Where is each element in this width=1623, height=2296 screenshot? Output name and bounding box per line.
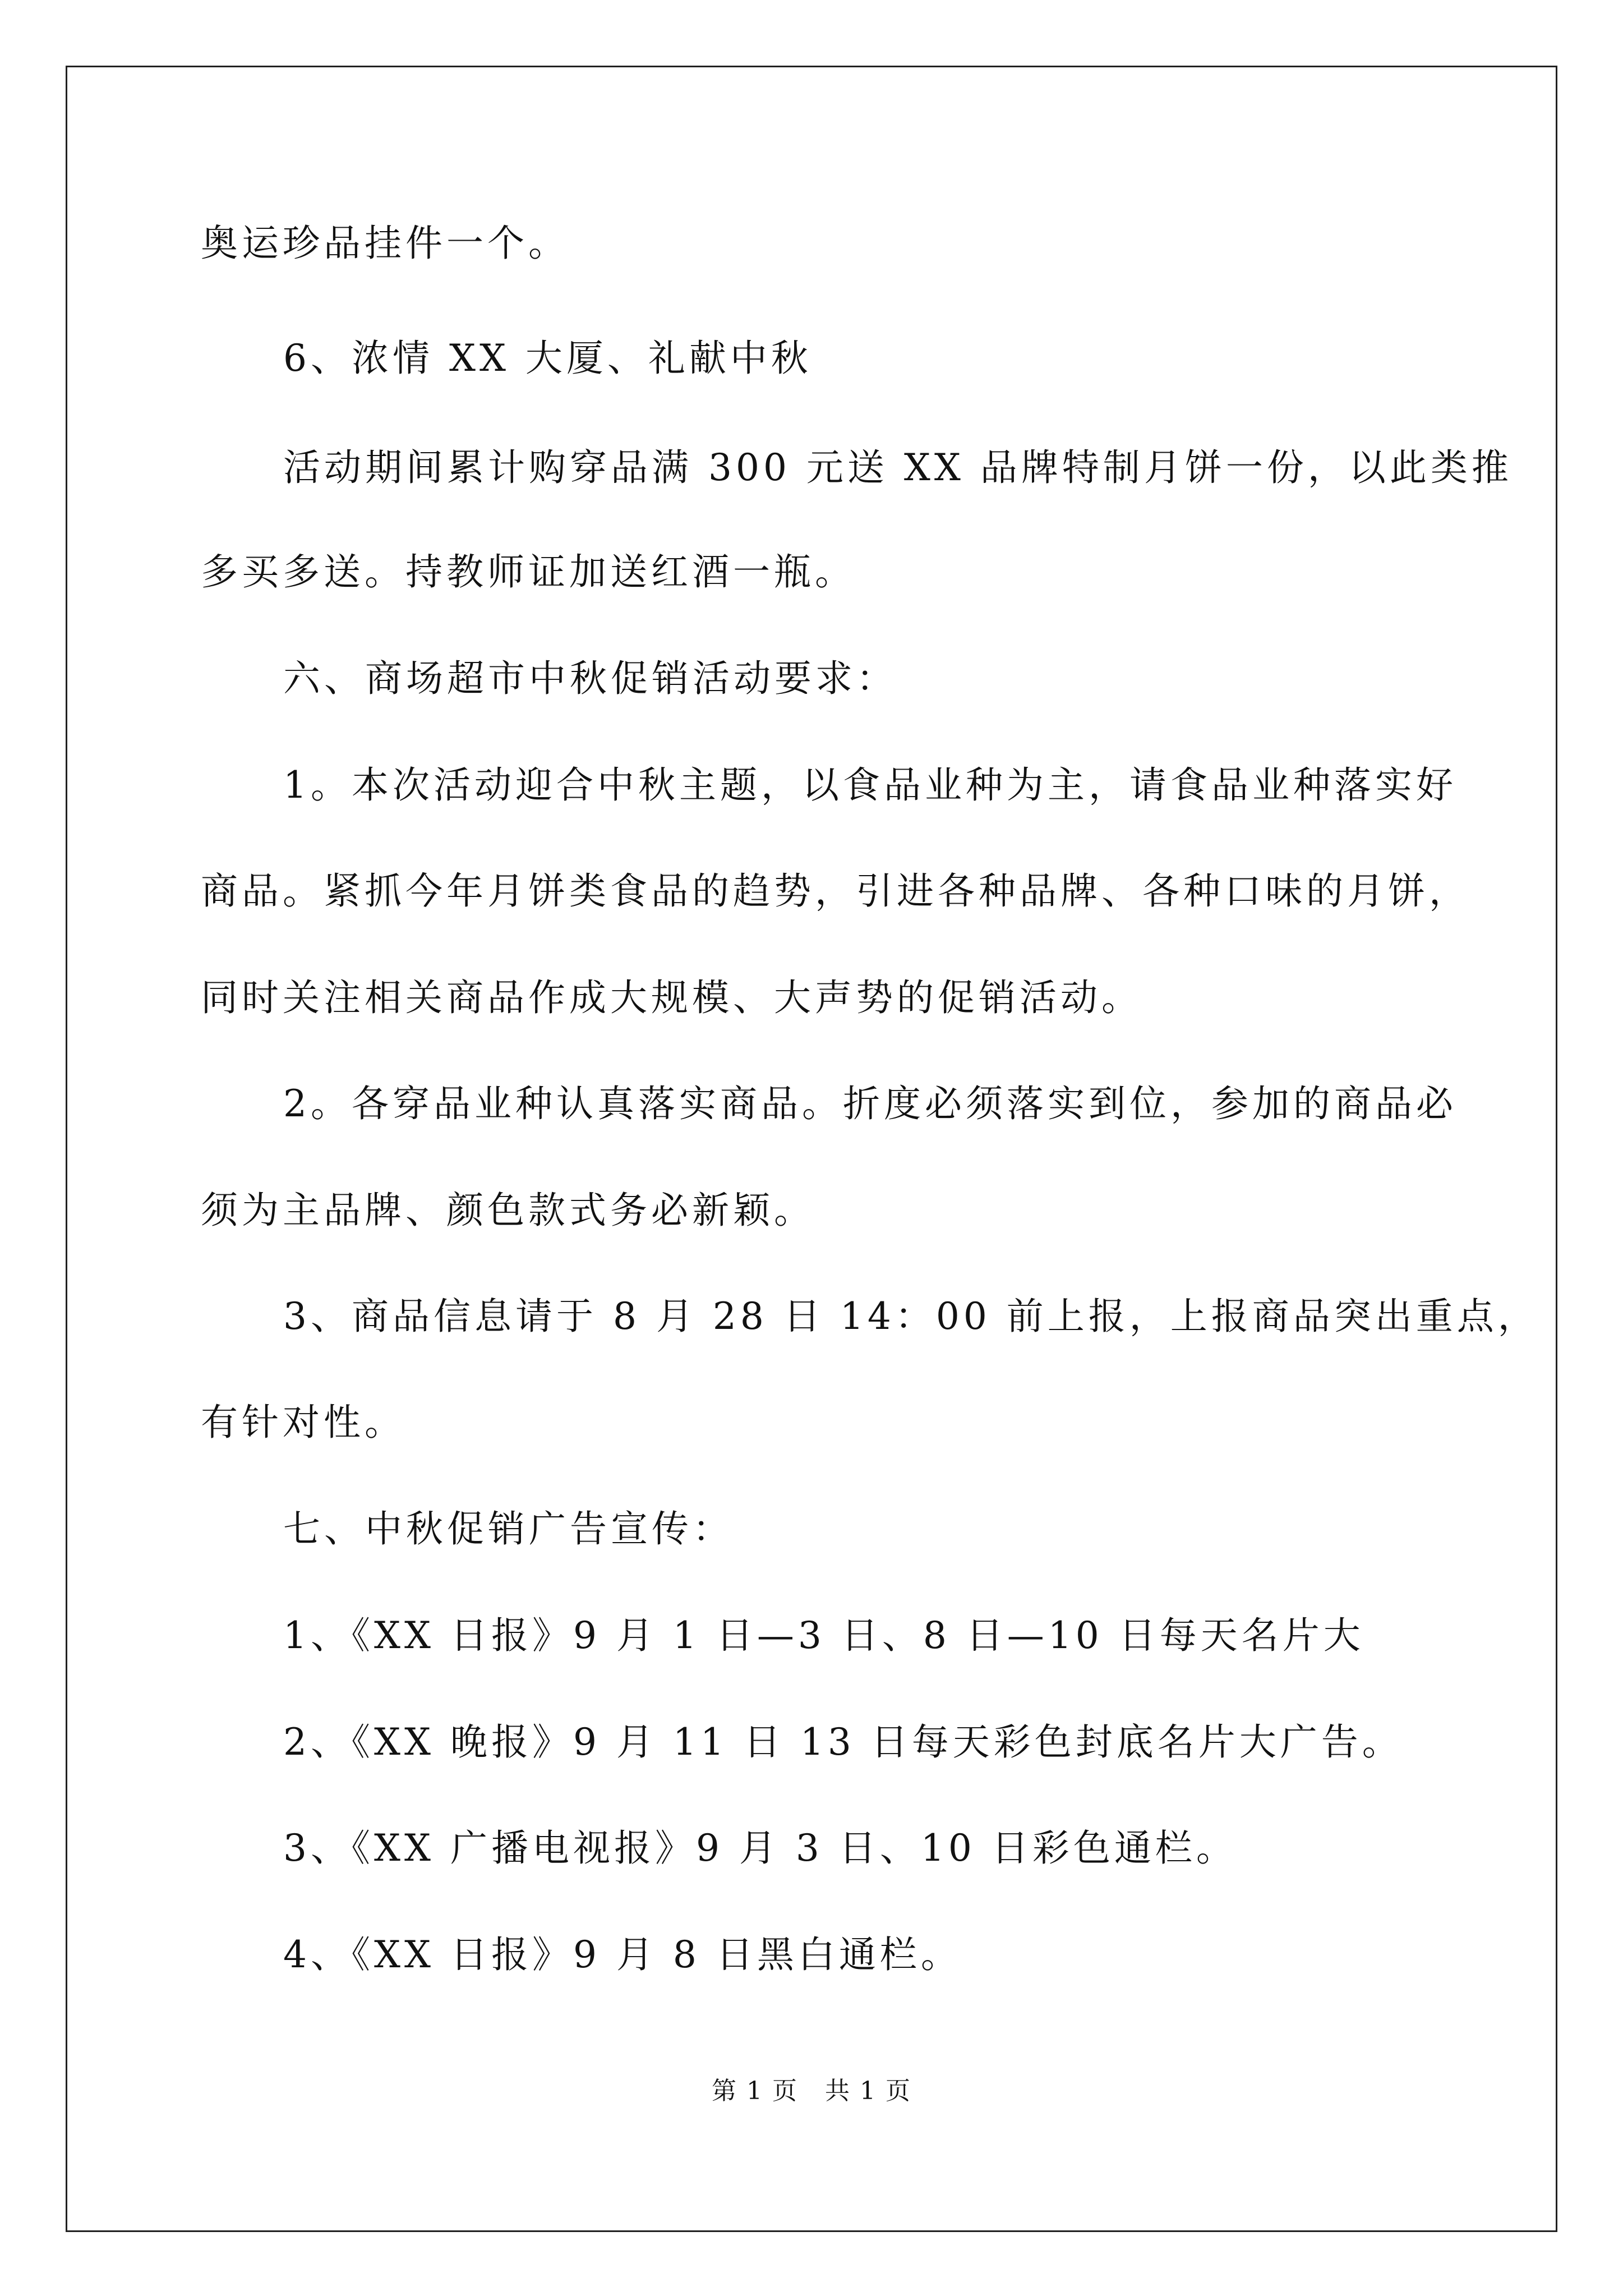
body-line-7: 商品。紧抓今年月饼类食品的趋势，引进各种品牌、各种口味的月饼， — [201, 869, 1470, 913]
body-line-14: 1、《XX 日报》9 月 1 日—3 日、8 日—10 日每天名片大 — [283, 1614, 1364, 1657]
body-line-9: 2。各穿品业种认真落实商品。折度必须落实到位，参加的商品必 — [283, 1082, 1457, 1125]
body-line-10: 须为主品牌、颜色款式务必新颖。 — [201, 1189, 815, 1232]
body-line-12: 有针对性。 — [201, 1401, 405, 1444]
body-line-1: 奥运珍品挂件一个。 — [201, 222, 569, 265]
body-line-17: 4、《XX 日报》9 月 8 日黑白通栏。 — [283, 1933, 962, 1976]
body-line-16: 3、《XX 广播电视报》9 月 3 日、10 日彩色通栏。 — [283, 1826, 1237, 1870]
body-line-11: 3、商品信息请于 8 月 28 日 14：00 前上报，上报商品突出重点， — [283, 1295, 1539, 1338]
body-line-8: 同时关注相关商品作成大规模、大声势的促销活动。 — [201, 976, 1142, 1019]
body-line-6: 1。本次活动迎合中秋主题，以食品业种为主，请食品业种落实好 — [283, 763, 1457, 807]
page-border — [66, 66, 1557, 2232]
body-line-13: 七、中秋促销广告宣传： — [283, 1507, 734, 1550]
page-number-footer: 第 1 页 共 1 页 — [712, 2077, 911, 2105]
body-line-4: 多买多送。持教师证加送红酒一瓶。 — [201, 550, 856, 593]
body-line-5: 六、商场超市中秋促销活动要求： — [283, 657, 897, 700]
body-line-15: 2、《XX 晚报》9 月 11 日 13 日每天彩色封底名片大广告。 — [283, 1720, 1403, 1764]
body-line-3: 活动期间累计购穿品满 300 元送 XX 品牌特制月饼一份，以此类推 — [283, 446, 1513, 489]
body-line-2: 6、浓情 XX 大厦、礼献中秋 — [283, 337, 812, 380]
